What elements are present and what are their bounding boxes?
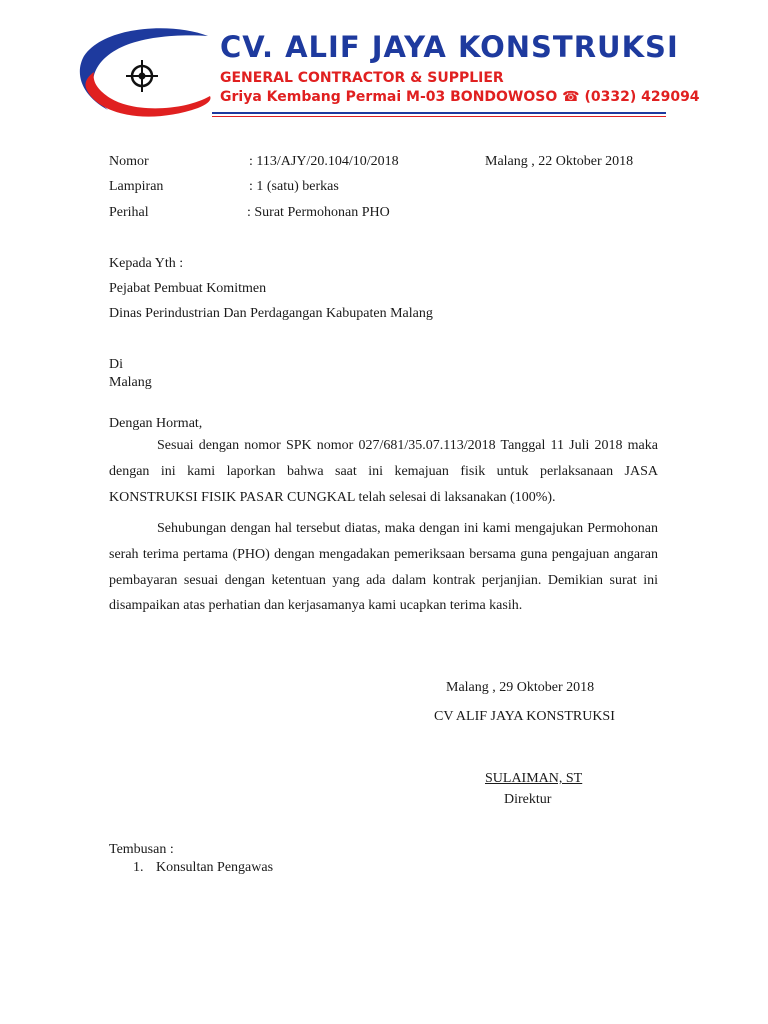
company-name: CV. ALIF JAYA KONSTRUKSI [220, 30, 679, 64]
company-address-line [220, 89, 700, 105]
cc-item-number: 1. [133, 860, 144, 875]
letterhead-divider-red [212, 116, 666, 117]
recipient-line-2: Dinas Perindustrian Dan Perdagangan Kabupaten Malang [109, 306, 433, 321]
closing-company: CV ALIF JAYA KONSTRUKSI [434, 709, 615, 724]
lampiran-label: Lampiran [109, 179, 164, 194]
telephone-icon: ☎ [562, 89, 580, 105]
logo-red-swoosh [85, 72, 210, 117]
recipient-di: Di [109, 357, 123, 372]
company-logo [76, 26, 216, 122]
company-phone: (0332) 429094 [584, 89, 700, 105]
letter-date: Malang , 22 Oktober 2018 [485, 154, 634, 169]
recipient-greeting: Kepada Yth : [109, 256, 184, 271]
recipient-line-1: Pejabat Pembuat Komitmen [109, 281, 267, 296]
lampiran-value: : 1 (satu) berkas [249, 179, 339, 194]
closing-place-date: Malang , 29 Oktober 2018 [446, 680, 595, 695]
perihal-label: Perihal [109, 205, 149, 220]
body-paragraph-2: Sehubungan dengan hal tersebut diatas, maka dengan ini kami mengajukan Permohonan serah terima pertama (PHO) dengan mengadakan pemeriksaan bersama guna pengajuan angaran pembayaran sesuai dengan ketentuan yang ada dalam kontrak perjanjian. Demikian surat ini disampaikan atas perhatian dan kerjasamanya kami ucapkan terima kasih. [109, 521, 658, 614]
cc-item-text: Konsultan Pengawas [156, 860, 274, 875]
perihal-value: : Surat Permohonan PHO [247, 205, 390, 220]
nomor-value: : 113/AJY/20.104/10/2018 [249, 154, 399, 169]
signer-name: SULAIMAN, ST [485, 771, 583, 786]
company-address: Griya Kembang Permai M-03 BONDOWOSO [220, 89, 558, 105]
letterhead-divider-blue [212, 112, 666, 114]
body-paragraph-1: Sesuai dengan nomor SPK nomor 027/681/35.07.113/2018 Tanggal 11 Juli 2018 maka dengan ini kami laporkan bahwa saat ini kemajuan fisik untuk perlaksanaan JASA KONSTRUKSI FISIK PASAR CUNGKAL telah selesai di laksanakan (100%). [109, 438, 658, 505]
company-tagline: GENERAL CONTRACTOR & SUPPLIER [220, 70, 504, 86]
recipient-city: Malang [109, 375, 152, 390]
cc-label: Tembusan : [109, 842, 174, 857]
nomor-label: Nomor [109, 154, 149, 169]
salutation: Dengan Hormat, [109, 416, 203, 431]
signer-title: Direktur [504, 792, 552, 807]
